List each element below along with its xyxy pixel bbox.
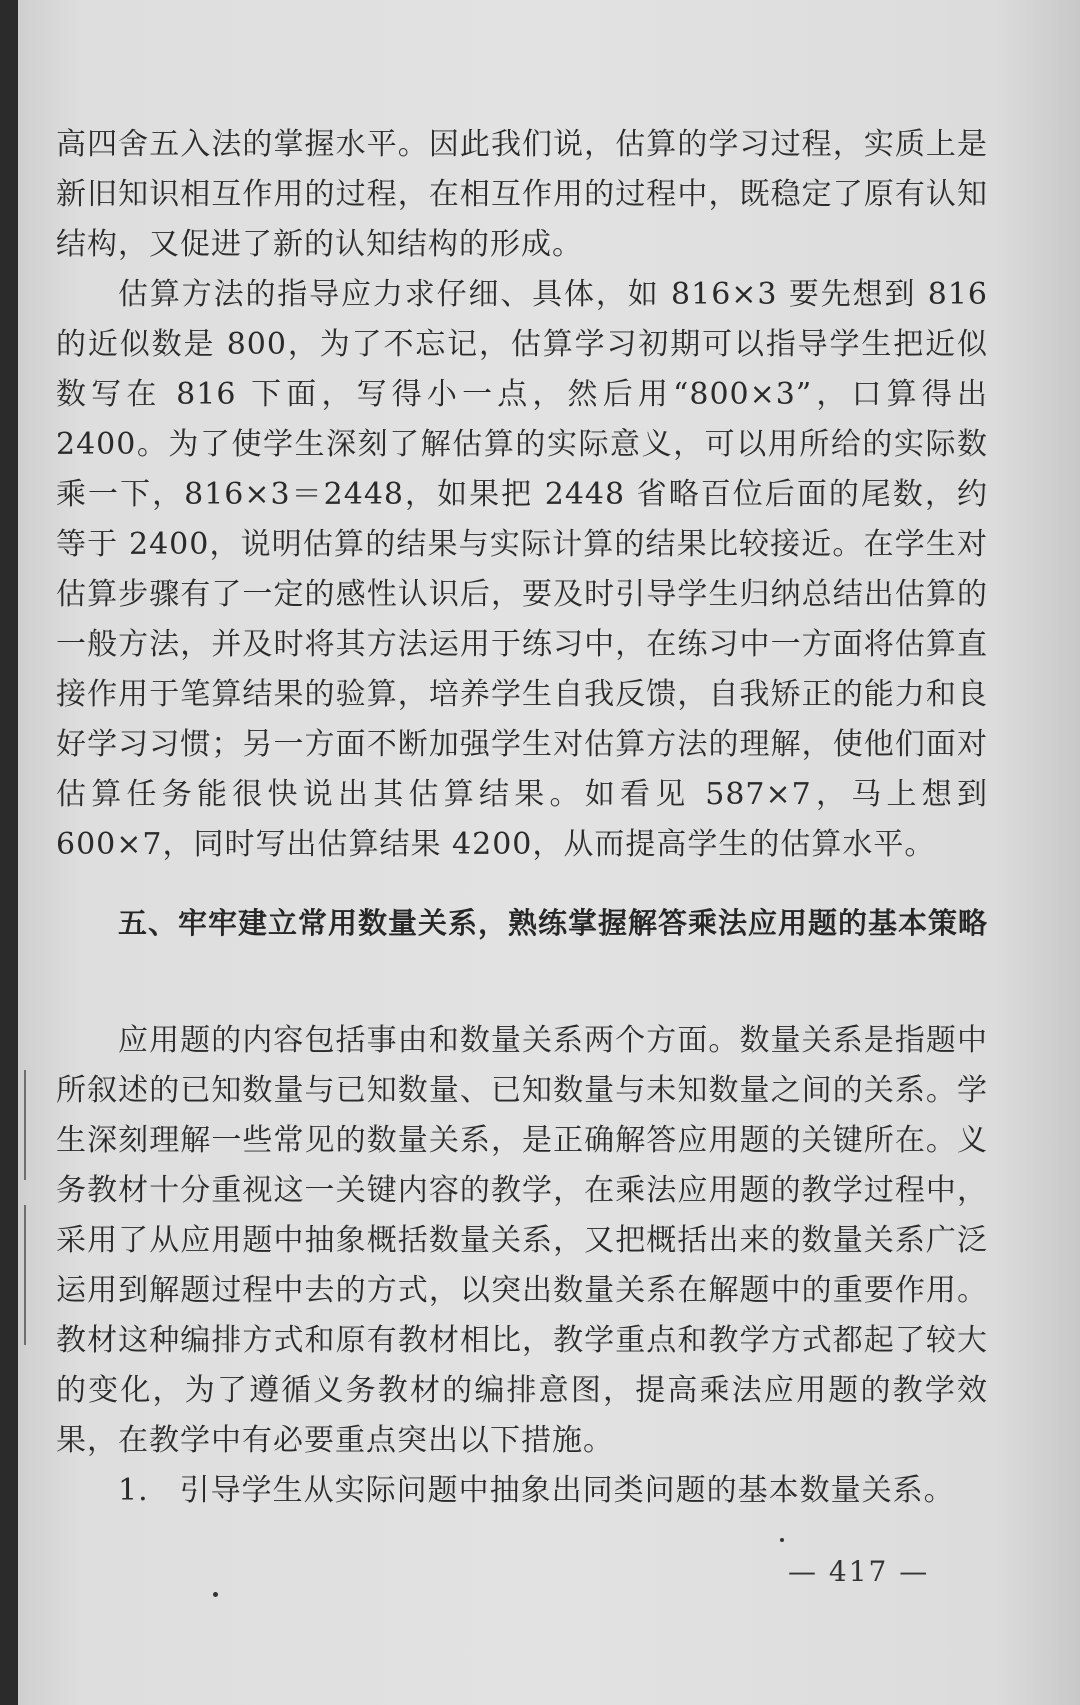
paragraph: 应用题的内容包括事由和数量关系两个方面。数量关系是指题中所叙述的已知数量与已知数量、已知数量与未知数量之间的关系。学生深刻理解一些常见的数量关系，是正确解答应用题的关键所在。义务教材十分重视这一关键内容的教学，在乘法应用题的教学过程中，采用了从应用题中抽象概括数量关系，又把概括出来的数量关系广泛运用到解题过程中去的方式，以突出数量关系在解题中的重要作用。教材这种编排方式和原有教材相比，教学重点和教学方式都起了较大的变化，为了遵循义务教材的编排意图，提高乘法应用题的教学效果，在教学中有必要重点突出以下措施。 [56,1023,988,1458]
margin-pencil-mark [24,1070,26,1180]
margin-pencil-mark [24,1205,26,1345]
print-speck [780,1538,784,1542]
text-block-top [56,120,988,870]
print-speck [213,1592,218,1597]
list-item: 1. 引导学生从实际问题中抽象出同类问题的基本数量关系。 [118,1473,955,1508]
text-block-section [56,898,988,948]
section-heading: 五、牢牢建立常用数量关系，熟练掌握解答乘法应用题的基本策略 [118,906,989,940]
paragraph: 高四舍五入法的掌握水平。因此我们说，估算的学习过程，实质上是新旧知识相互作用的过程，在相互作用的过程中，既稳定了原有认知结构，又促进了新的认知结构的形成。 [56,127,988,262]
text-block-bottom [56,1016,988,1516]
paragraph: 估算方法的指导应力求仔细、具体，如 816×3 要先想到 816 的近似数是 800，为了不忘记，估算学习初期可以指导学生把近似数写在 816 下面，写得小一点，然后用“800×3”，口算得出 2400。为了使学生深刻了解估算的实际意义，可以用所给的实际数乘一下，816×3＝2448，如果把 2448 省略百位后面的尾数，约等于 2400，说明估算的结果与实际计算的结果比较接近。在学生对估算步骤有了一定的感性认识后，要及时引导学生归纳总结出估算的一般方法，并及时将其方法运用于练习中，在练习中一方面将估算直接作用于笔算结果的验算，培养学生自我反馈，自我矫正的能力和良好学习习惯；另一方面不断加强学生对估算方法的理解，使他们面对估算任务能很快说出其估算结果。如看见 587×7，马上想到 600×7，同时写出估算结果 4200，从而提高学生的估算水平。 [56,277,988,862]
page-number: — 417 — [788,1555,930,1588]
book-page [18,0,1080,1705]
